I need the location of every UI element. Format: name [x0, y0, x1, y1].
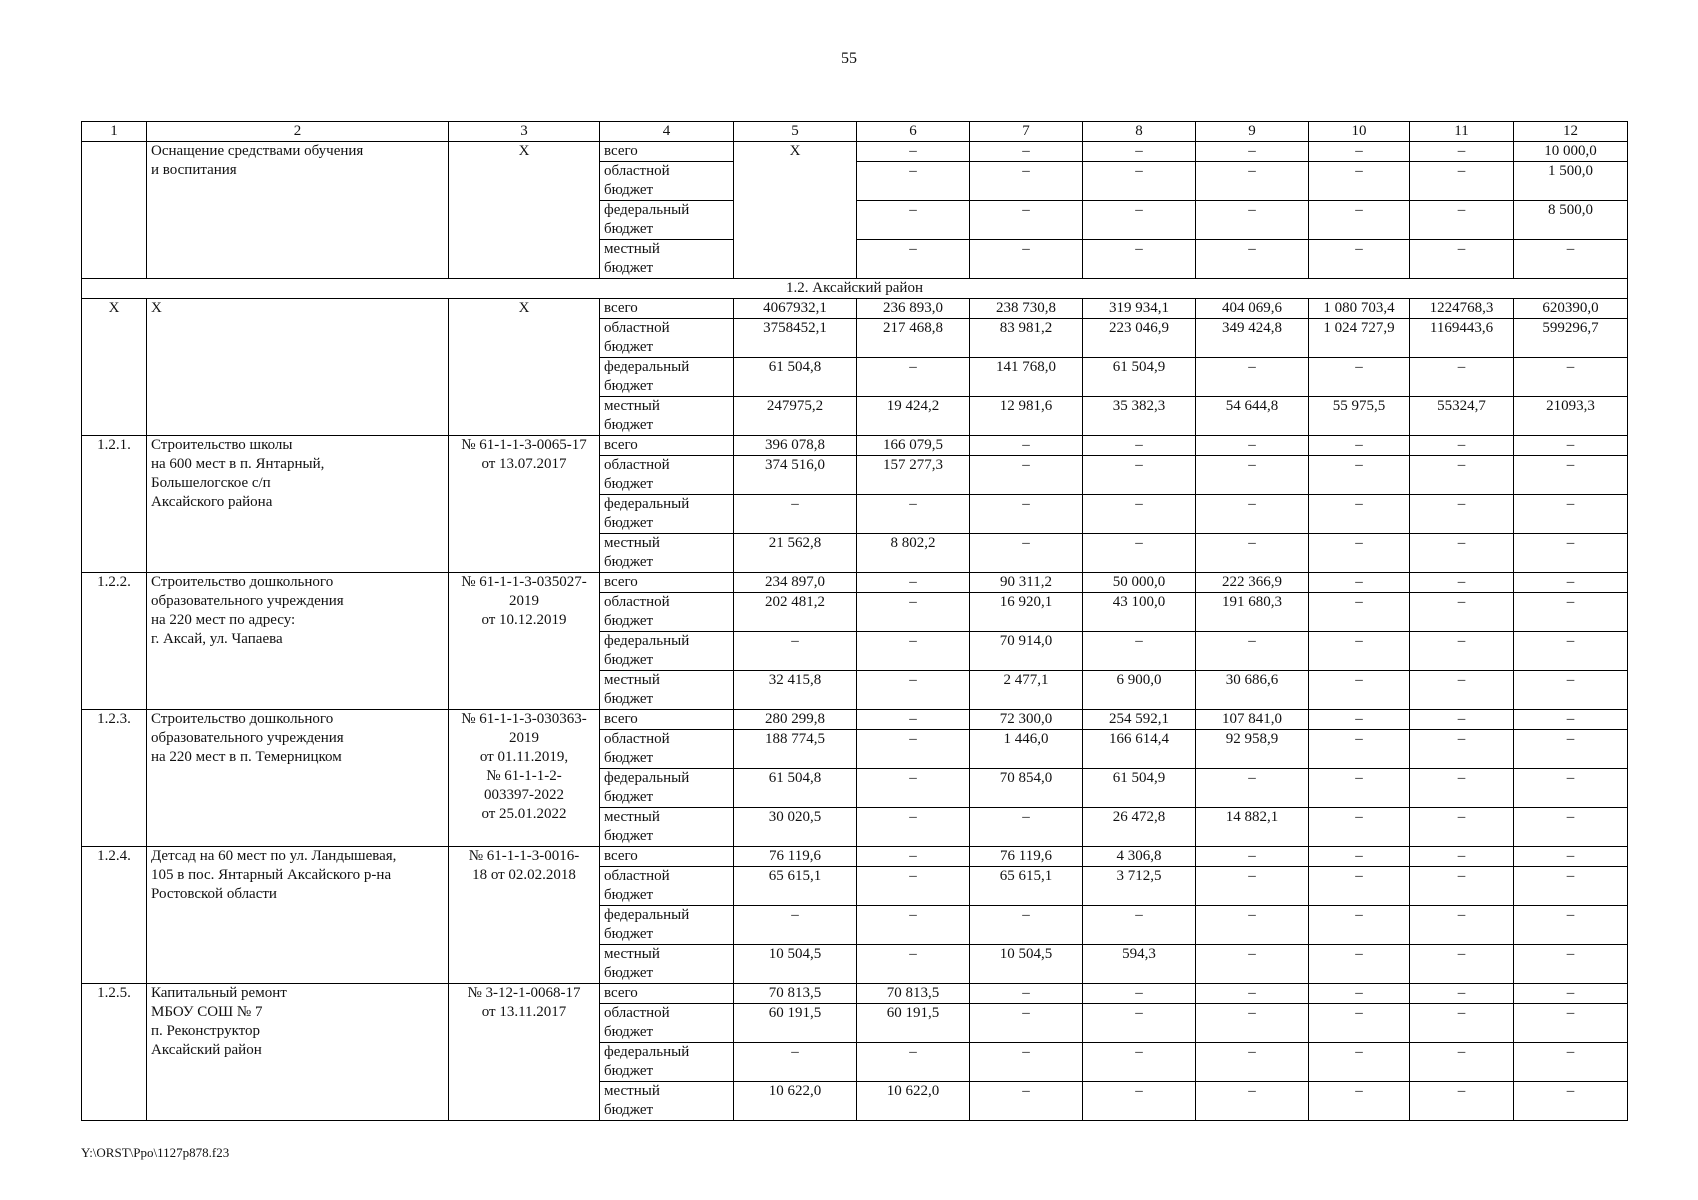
value-cell: 620390,0: [1514, 299, 1628, 319]
value-cell: –: [1083, 1082, 1196, 1121]
page-number: 55: [841, 50, 857, 67]
value-cell: –: [1410, 984, 1514, 1004]
value-cell: –: [1309, 867, 1410, 906]
value-cell: –: [1196, 945, 1309, 984]
value-cell: –: [734, 495, 857, 534]
value-cell: –: [1309, 1004, 1410, 1043]
value-cell: –: [1309, 769, 1410, 808]
value-cell: –: [1083, 984, 1196, 1004]
value-cell: 8 500,0: [1514, 201, 1628, 240]
value-cell: –: [1410, 358, 1514, 397]
value-cell: –: [1514, 867, 1628, 906]
section-row: [82, 279, 1628, 299]
value-cell: –: [1083, 162, 1196, 201]
value-cell: –: [1309, 632, 1410, 671]
value-cell: –: [1196, 534, 1309, 573]
item-name: Строительство дошкольного образовательного учреждения на 220 мест по адресу: г. Аксай, ул. Чапаева: [147, 573, 449, 710]
value-cell: –: [970, 201, 1083, 240]
value-cell: 599296,7: [1514, 319, 1628, 358]
value-cell: 280 299,8: [734, 710, 857, 730]
value-cell: –: [1410, 436, 1514, 456]
value-cell: –: [1196, 1043, 1309, 1082]
funding-type: местный бюджет: [600, 534, 734, 573]
value-cell: –: [970, 162, 1083, 201]
value-cell: 70 813,5: [857, 984, 970, 1004]
header-cell: 9: [1196, 122, 1309, 142]
header-cell: 6: [857, 122, 970, 142]
value-cell: 4 306,8: [1083, 847, 1196, 867]
value-cell: 26 472,8: [1083, 808, 1196, 847]
value-cell: –: [857, 710, 970, 730]
item-document: Х: [449, 142, 600, 279]
table-body: [82, 122, 1628, 1121]
value-cell: –: [857, 495, 970, 534]
funding-type: всего: [600, 984, 734, 1004]
funding-type: местный бюджет: [600, 1082, 734, 1121]
value-cell: –: [1196, 984, 1309, 1004]
value-cell: –: [1410, 593, 1514, 632]
header-cell: 4: [600, 122, 734, 142]
value-cell: –: [1514, 906, 1628, 945]
value-cell: –: [857, 847, 970, 867]
footer-path: Y:\ORST\Ppo\1127p878.f23: [81, 1145, 230, 1160]
value-cell: 10 622,0: [734, 1082, 857, 1121]
value-cell: –: [1196, 456, 1309, 495]
funding-type: всего: [600, 436, 734, 456]
funding-type: местный бюджет: [600, 397, 734, 436]
value-cell: 247975,2: [734, 397, 857, 436]
header-cell: 5: [734, 122, 857, 142]
item-code: [82, 142, 147, 279]
value-cell: –: [1410, 867, 1514, 906]
value-cell: 50 000,0: [1083, 573, 1196, 593]
value-cell: 1 446,0: [970, 730, 1083, 769]
item-document: Х: [449, 299, 600, 436]
funding-type: федеральный бюджет: [600, 495, 734, 534]
value-cell: 157 277,3: [857, 456, 970, 495]
funding-type: местный бюджет: [600, 240, 734, 279]
value-cell: 70 914,0: [970, 632, 1083, 671]
value-cell: 1 080 703,4: [1309, 299, 1410, 319]
value-cell: –: [1514, 358, 1628, 397]
value-cell: –: [1514, 1004, 1628, 1043]
value-cell: 10 504,5: [734, 945, 857, 984]
value-cell: –: [857, 769, 970, 808]
value-cell: 43 100,0: [1083, 593, 1196, 632]
value-cell: –: [1196, 632, 1309, 671]
value-cell: –: [1309, 142, 1410, 162]
item-name: Детсад на 60 мест по ул. Ландышевая, 105 в пос. Янтарный Аксайского р-на Ростовской области: [147, 847, 449, 984]
value-cell: 3 712,5: [1083, 867, 1196, 906]
value-cell: 10 000,0: [1514, 142, 1628, 162]
header-cell: 7: [970, 122, 1083, 142]
value-cell: 10 504,5: [970, 945, 1083, 984]
value-cell: –: [857, 945, 970, 984]
value-cell: –: [1083, 142, 1196, 162]
value-cell: –: [970, 906, 1083, 945]
table-row: [82, 847, 1628, 867]
funding-type: всего: [600, 847, 734, 867]
value-cell: 55 975,5: [1309, 397, 1410, 436]
value-cell: 223 046,9: [1083, 319, 1196, 358]
table-row: [82, 573, 1628, 593]
item-name: Капитальный ремонт МБОУ СОШ № 7 п. Реконструктор Аксайский район: [147, 984, 449, 1121]
value-cell: –: [1083, 1004, 1196, 1043]
value-cell: –: [1083, 495, 1196, 534]
value-cell: 191 680,3: [1196, 593, 1309, 632]
value-cell: –: [1196, 1004, 1309, 1043]
value-cell: 6 900,0: [1083, 671, 1196, 710]
value-cell: 234 897,0: [734, 573, 857, 593]
value-cell: 61 504,8: [734, 769, 857, 808]
table-row: [82, 299, 1628, 319]
value-cell: –: [1083, 240, 1196, 279]
funding-type: областной бюджет: [600, 456, 734, 495]
value-cell: –: [1309, 906, 1410, 945]
value-cell: 349 424,8: [1196, 319, 1309, 358]
value-cell: –: [970, 1004, 1083, 1043]
value-cell: 30 686,6: [1196, 671, 1309, 710]
item-code: 1.2.1.: [82, 436, 147, 573]
value-cell: –: [1410, 162, 1514, 201]
value-cell: 166 614,4: [1083, 730, 1196, 769]
value-cell: –: [1309, 201, 1410, 240]
value-cell: –: [857, 671, 970, 710]
value-cell: 92 958,9: [1196, 730, 1309, 769]
value-cell: –: [1309, 1082, 1410, 1121]
value-cell: 1 500,0: [1514, 162, 1628, 201]
value-cell: 70 813,5: [734, 984, 857, 1004]
value-cell: –: [857, 573, 970, 593]
value-cell: –: [857, 1043, 970, 1082]
value-cell: 10 622,0: [857, 1082, 970, 1121]
value-cell: –: [1309, 456, 1410, 495]
value-cell: –: [1410, 847, 1514, 867]
value-cell: –: [734, 906, 857, 945]
funding-type: всего: [600, 710, 734, 730]
value-cell: –: [857, 201, 970, 240]
value-cell: –: [1083, 534, 1196, 573]
value-cell: –: [1410, 1004, 1514, 1043]
funding-type: областной бюджет: [600, 319, 734, 358]
value-cell: –: [1410, 906, 1514, 945]
item-name: Строительство школы на 600 мест в п. Янтарный, Большелогское с/п Аксайского района: [147, 436, 449, 573]
value-cell: –: [857, 240, 970, 279]
value-cell: –: [1514, 456, 1628, 495]
value-cell: –: [1309, 593, 1410, 632]
value-cell: 19 424,2: [857, 397, 970, 436]
value-cell: –: [1083, 201, 1196, 240]
value-cell: –: [1083, 1043, 1196, 1082]
value-cell: 2 477,1: [970, 671, 1083, 710]
funding-type: федеральный бюджет: [600, 632, 734, 671]
value-cell: –: [970, 495, 1083, 534]
value-cell: 236 893,0: [857, 299, 970, 319]
value-cell: –: [970, 534, 1083, 573]
value-cell: 188 774,5: [734, 730, 857, 769]
value-cell: 166 079,5: [857, 436, 970, 456]
item-name: Х: [147, 299, 449, 436]
value-cell: –: [1514, 945, 1628, 984]
value-cell: –: [1309, 573, 1410, 593]
value-cell: –: [1410, 142, 1514, 162]
table-row: [82, 984, 1628, 1004]
value-cell: –: [1410, 632, 1514, 671]
value-cell: –: [1196, 240, 1309, 279]
value-cell: –: [857, 867, 970, 906]
value-cell: 65 615,1: [970, 867, 1083, 906]
value-cell: –: [1083, 632, 1196, 671]
item-code: Х: [82, 299, 147, 436]
value-cell: 76 119,6: [734, 847, 857, 867]
header-cell: 1: [82, 122, 147, 142]
value-cell: –: [1309, 358, 1410, 397]
value-cell: 21093,3: [1514, 397, 1628, 436]
value-cell: –: [1410, 495, 1514, 534]
value-cell: 65 615,1: [734, 867, 857, 906]
value-cell: –: [1410, 201, 1514, 240]
value-cell: –: [1410, 534, 1514, 573]
value-cell: –: [1083, 436, 1196, 456]
value-cell: –: [1309, 1043, 1410, 1082]
value-cell: –: [1514, 1043, 1628, 1082]
value-cell: –: [1514, 984, 1628, 1004]
value-cell: –: [1309, 671, 1410, 710]
value-cell: –: [1514, 593, 1628, 632]
value-cell: 107 841,0: [1196, 710, 1309, 730]
value-cell: –: [1514, 769, 1628, 808]
value-cell: –: [1410, 710, 1514, 730]
value-cell: 217 468,8: [857, 319, 970, 358]
header-cell: 2: [147, 122, 449, 142]
value-cell: –: [1309, 240, 1410, 279]
funding-type: областной бюджет: [600, 730, 734, 769]
value-cell: –: [1514, 495, 1628, 534]
value-cell: 8 802,2: [857, 534, 970, 573]
value-cell: –: [1514, 436, 1628, 456]
value-cell: –: [734, 1043, 857, 1082]
table-row: [82, 142, 1628, 162]
value-cell: –: [1309, 495, 1410, 534]
funding-type: федеральный бюджет: [600, 358, 734, 397]
value-cell: 319 934,1: [1083, 299, 1196, 319]
value-cell: –: [1514, 1082, 1628, 1121]
header-cell: 11: [1410, 122, 1514, 142]
funding-type: областной бюджет: [600, 593, 734, 632]
funding-type: всего: [600, 573, 734, 593]
value-cell: –: [857, 358, 970, 397]
funding-type: федеральный бюджет: [600, 1043, 734, 1082]
value-cell: –: [1196, 1082, 1309, 1121]
value-cell: 4067932,1: [734, 299, 857, 319]
budget-table: [81, 121, 1628, 1121]
value-cell: 141 768,0: [970, 358, 1083, 397]
funding-type: федеральный бюджет: [600, 769, 734, 808]
value-cell: –: [970, 142, 1083, 162]
value-cell: –: [1514, 710, 1628, 730]
header-cell: 3: [449, 122, 600, 142]
item-name: Строительство дошкольного образовательного учреждения на 220 мест в п. Темерницком: [147, 710, 449, 847]
funding-type: местный бюджет: [600, 945, 734, 984]
value-cell: –: [857, 730, 970, 769]
value-cell: 396 078,8: [734, 436, 857, 456]
value-cell: –: [1083, 456, 1196, 495]
funding-type: всего: [600, 142, 734, 162]
value-cell: 60 191,5: [857, 1004, 970, 1043]
funding-type: федеральный бюджет: [600, 201, 734, 240]
value-cell: 72 300,0: [970, 710, 1083, 730]
value-cell: 70 854,0: [970, 769, 1083, 808]
item-document: № 61-1-1-3-0065-17 от 13.07.2017: [449, 436, 600, 573]
funding-type: федеральный бюджет: [600, 906, 734, 945]
item-code: 1.2.3.: [82, 710, 147, 847]
item-document: № 61-1-1-3-030363- 2019 от 01.11.2019, № 61-1-1-2- 003397-2022 от 25.01.2022: [449, 710, 600, 847]
value-cell: 1 024 727,9: [1309, 319, 1410, 358]
funding-type: местный бюджет: [600, 671, 734, 710]
header-row: [82, 122, 1628, 142]
value-cell: 238 730,8: [970, 299, 1083, 319]
value-cell: 12 981,6: [970, 397, 1083, 436]
section-title: 1.2. Аксайский район: [82, 279, 1628, 299]
value-cell: –: [970, 1082, 1083, 1121]
value-cell: 60 191,5: [734, 1004, 857, 1043]
item-document: № 61-1-1-3-035027- 2019 от 10.12.2019: [449, 573, 600, 710]
value-cell: –: [1309, 710, 1410, 730]
value-cell: 61 504,8: [734, 358, 857, 397]
value-cell: –: [1410, 671, 1514, 710]
value-cell: –: [1309, 436, 1410, 456]
header-cell: 12: [1514, 122, 1628, 142]
value-cell: –: [1410, 808, 1514, 847]
header-cell: 8: [1083, 122, 1196, 142]
item-name: Оснащение средствами обучения и воспитания: [147, 142, 449, 279]
value-cell: –: [1196, 906, 1309, 945]
value-cell: –: [857, 162, 970, 201]
value-cell: –: [1196, 495, 1309, 534]
value-cell: –: [970, 456, 1083, 495]
value-cell: 54 644,8: [1196, 397, 1309, 436]
funding-type: областной бюджет: [600, 162, 734, 201]
value-cell: 1169443,6: [1410, 319, 1514, 358]
value-cell: –: [1309, 847, 1410, 867]
value-cell: 404 069,6: [1196, 299, 1309, 319]
value-cell: –: [857, 808, 970, 847]
value-cell: –: [1309, 534, 1410, 573]
merged-value-cell: Х: [734, 142, 857, 279]
value-cell: –: [1410, 769, 1514, 808]
value-cell: –: [1514, 240, 1628, 279]
value-cell: –: [857, 593, 970, 632]
value-cell: 83 981,2: [970, 319, 1083, 358]
funding-type: областной бюджет: [600, 1004, 734, 1043]
value-cell: –: [734, 632, 857, 671]
value-cell: –: [1083, 906, 1196, 945]
value-cell: –: [1196, 142, 1309, 162]
item-code: 1.2.2.: [82, 573, 147, 710]
value-cell: –: [1410, 1043, 1514, 1082]
value-cell: –: [1196, 867, 1309, 906]
value-cell: 30 020,5: [734, 808, 857, 847]
value-cell: 32 415,8: [734, 671, 857, 710]
value-cell: 594,3: [1083, 945, 1196, 984]
header-cell: 10: [1309, 122, 1410, 142]
value-cell: –: [970, 808, 1083, 847]
value-cell: –: [970, 984, 1083, 1004]
value-cell: –: [1309, 808, 1410, 847]
item-code: 1.2.5.: [82, 984, 147, 1121]
funding-type: всего: [600, 299, 734, 319]
value-cell: –: [1309, 730, 1410, 769]
value-cell: 21 562,8: [734, 534, 857, 573]
value-cell: 76 119,6: [970, 847, 1083, 867]
value-cell: –: [970, 1043, 1083, 1082]
table-row: [82, 436, 1628, 456]
value-cell: 1224768,3: [1410, 299, 1514, 319]
value-cell: 374 516,0: [734, 456, 857, 495]
value-cell: –: [1196, 201, 1309, 240]
value-cell: 222 366,9: [1196, 573, 1309, 593]
value-cell: –: [970, 436, 1083, 456]
value-cell: –: [970, 240, 1083, 279]
value-cell: 14 882,1: [1196, 808, 1309, 847]
value-cell: –: [857, 906, 970, 945]
value-cell: –: [1410, 730, 1514, 769]
funding-type: местный бюджет: [600, 808, 734, 847]
value-cell: –: [1410, 240, 1514, 279]
value-cell: 35 382,3: [1083, 397, 1196, 436]
value-cell: –: [1410, 456, 1514, 495]
value-cell: –: [1196, 769, 1309, 808]
value-cell: –: [1196, 162, 1309, 201]
value-cell: 202 481,2: [734, 593, 857, 632]
value-cell: –: [1514, 573, 1628, 593]
item-document: № 3-12-1-0068-17 от 13.11.2017: [449, 984, 600, 1121]
value-cell: 16 920,1: [970, 593, 1083, 632]
value-cell: 55324,7: [1410, 397, 1514, 436]
value-cell: –: [1410, 945, 1514, 984]
value-cell: –: [1309, 162, 1410, 201]
funding-type: областной бюджет: [600, 867, 734, 906]
value-cell: –: [1196, 847, 1309, 867]
value-cell: –: [1514, 671, 1628, 710]
item-document: № 61-1-1-3-0016- 18 от 02.02.2018: [449, 847, 600, 984]
value-cell: –: [1514, 632, 1628, 671]
value-cell: 3758452,1: [734, 319, 857, 358]
value-cell: –: [1410, 1082, 1514, 1121]
value-cell: –: [1196, 436, 1309, 456]
item-code: 1.2.4.: [82, 847, 147, 984]
value-cell: –: [1196, 358, 1309, 397]
value-cell: –: [1309, 945, 1410, 984]
value-cell: –: [1514, 847, 1628, 867]
value-cell: –: [1514, 808, 1628, 847]
value-cell: 90 311,2: [970, 573, 1083, 593]
value-cell: –: [857, 142, 970, 162]
value-cell: –: [1410, 573, 1514, 593]
value-cell: –: [1309, 984, 1410, 1004]
value-cell: 254 592,1: [1083, 710, 1196, 730]
value-cell: –: [1514, 730, 1628, 769]
value-cell: 61 504,9: [1083, 769, 1196, 808]
value-cell: –: [857, 632, 970, 671]
value-cell: 61 504,9: [1083, 358, 1196, 397]
value-cell: –: [1514, 534, 1628, 573]
table-row: [82, 710, 1628, 730]
